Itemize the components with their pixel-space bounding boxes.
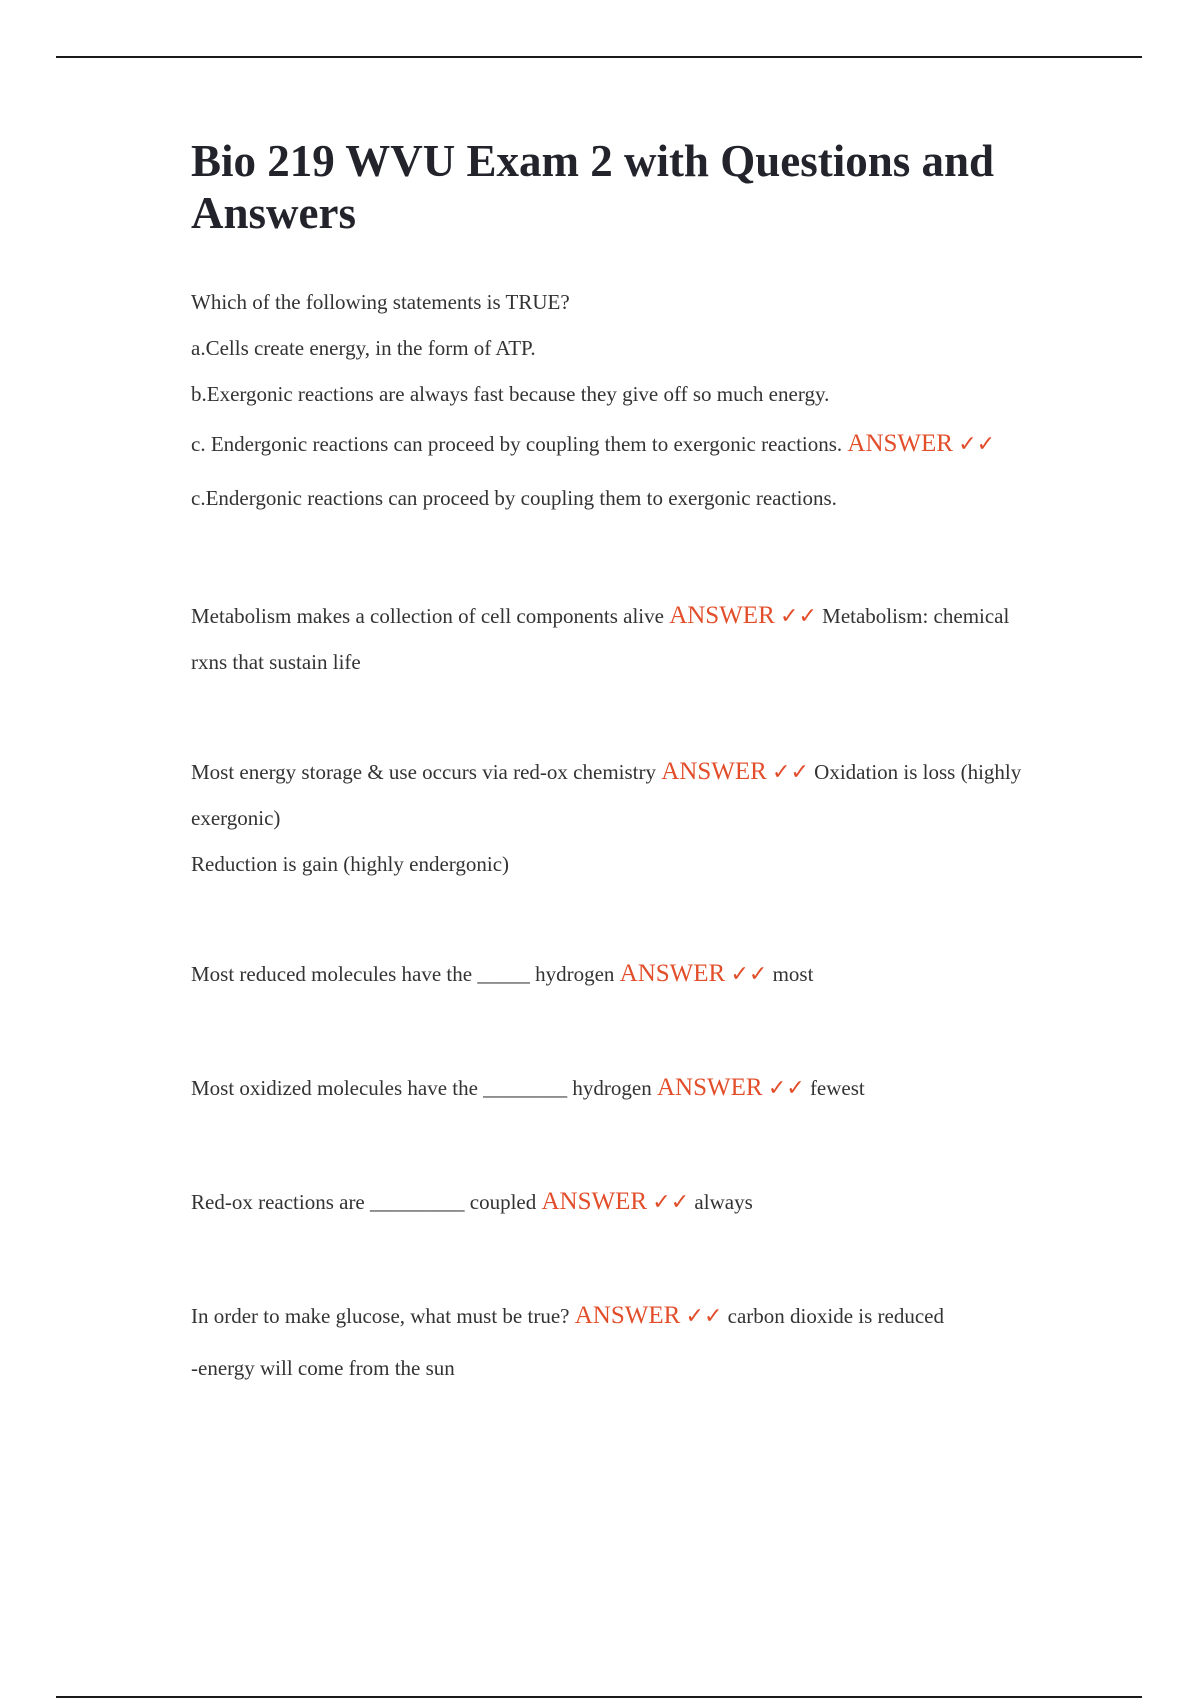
answer-text: -energy will come from the sun (191, 1356, 455, 1380)
document-body (191, 135, 1041, 1397)
answer-line (191, 1179, 1041, 1225)
question-block (191, 1179, 1041, 1225)
question-block (191, 279, 1041, 525)
answer-label: ANSWER (574, 1302, 681, 1329)
double-check-icon: ✓✓ (685, 1303, 723, 1328)
answer-line (191, 593, 1041, 685)
answer-label: ANSWER (669, 602, 775, 629)
answer-text: Oxidation is loss (highly exergonic) (191, 760, 1022, 830)
question-text: Red-ox reactions are _________ coupled (191, 1190, 537, 1214)
question-block (191, 593, 1041, 685)
double-check-icon: ✓✓ (958, 431, 996, 456)
answer-text: carbon dioxide is reduced (727, 1304, 944, 1328)
question-block (191, 951, 1041, 997)
answer-line (191, 749, 1041, 841)
bottom-rule (56, 1696, 1142, 1698)
question-text: In order to make glucose, what must be true? (191, 1304, 570, 1328)
double-check-icon: ✓✓ (780, 603, 817, 628)
double-check-icon: ✓✓ (652, 1189, 690, 1214)
double-check-icon: ✓✓ (772, 759, 809, 784)
answer-label: ANSWER (657, 1074, 763, 1101)
question-block (191, 1293, 1041, 1397)
answer-text: most (772, 962, 814, 986)
answer-label: ANSWER (847, 430, 953, 457)
question-block (191, 749, 1041, 887)
answer-text: always (694, 1190, 753, 1214)
question-text: Most reduced molecules have the _____ hydrogen (191, 962, 615, 986)
option-text: a.Cells create energy, in the form of ATP. (191, 336, 536, 360)
answer-line (191, 1293, 1041, 1339)
answer-line (191, 1065, 1041, 1111)
answer-text: Metabolism: chemical rxns that sustain life (191, 604, 1010, 674)
answer-label: ANSWER (541, 1188, 648, 1215)
answer-label: ANSWER (661, 758, 767, 785)
answer-text: c.Endergonic reactions can proceed by coupling them to exergonic reactions. (191, 486, 837, 510)
answer-line (191, 417, 1041, 525)
double-check-icon: ✓✓ (730, 961, 768, 986)
question-text: Most oxidized molecules have the ________ hydrogen (191, 1076, 652, 1100)
answer-label: ANSWER (619, 960, 726, 987)
option-text: c. Endergonic reactions can proceed by coupling them to exergonic reactions. (191, 432, 843, 456)
question-text: Which of the following statements is TRUE? (191, 290, 570, 314)
document-title: Bio 219 WVU Exam 2 with Questions and Answers (191, 136, 995, 238)
question-text: Most energy storage & use occurs via red-ox chemistry (191, 760, 656, 784)
question-text: Metabolism makes a collection of cell components alive (191, 604, 664, 628)
top-rule (56, 56, 1142, 58)
answer-line (191, 951, 1041, 997)
option-text: b.Exergonic reactions are always fast because they give off so much energy. (191, 382, 830, 406)
answer-text: Reduction is gain (highly endergonic) (191, 852, 510, 876)
question-block (191, 1065, 1041, 1111)
answer-text: fewest (809, 1076, 865, 1100)
double-check-icon: ✓✓ (767, 1075, 805, 1100)
